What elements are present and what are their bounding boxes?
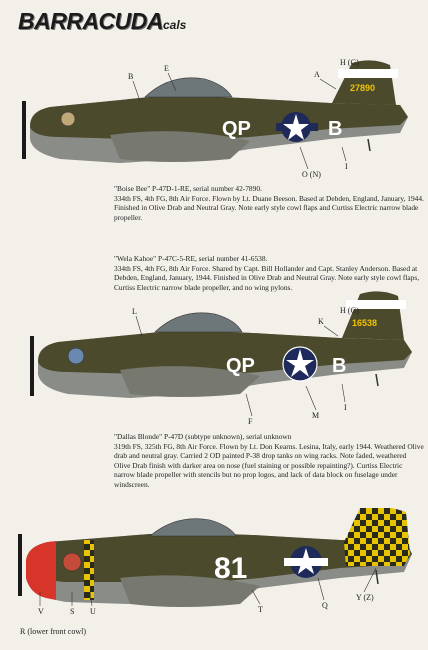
callout-t: T <box>258 605 263 614</box>
logo-main-text: BARRACUDA <box>18 8 163 34</box>
aircraft-profile-wela-kahoe <box>0 280 428 430</box>
description-dallas-blonde <box>114 432 424 490</box>
fuselage-number: 81 <box>214 552 248 585</box>
callout-e: E <box>164 64 169 73</box>
callout-s: S <box>70 607 75 616</box>
barracudacals-logo <box>18 8 186 35</box>
callout-m: M <box>312 411 320 420</box>
callout-a: A <box>314 70 320 79</box>
callout-u: U <box>90 607 96 616</box>
nose-art <box>68 348 84 364</box>
tail-serial: 16538 <box>352 318 378 328</box>
logo-sub-text: cals <box>163 18 187 32</box>
tail-serial: 27890 <box>350 83 376 93</box>
propeller <box>18 534 22 596</box>
nose-art <box>61 112 75 126</box>
aircraft-letter: B <box>328 118 343 140</box>
propeller <box>22 101 26 159</box>
tailwheel-strut <box>368 139 370 151</box>
callout-i: I <box>345 162 348 171</box>
tailwheel-strut <box>376 374 378 386</box>
callout-a-leader <box>320 79 336 89</box>
nose-art <box>63 553 81 571</box>
callout-o-leader <box>300 147 308 169</box>
aircraft-profile-dallas-blonde <box>0 508 428 650</box>
callout-k-leader <box>324 326 338 336</box>
callout-f-leader <box>246 394 252 416</box>
description-title: "Wela Kahoe" P-47C-5-RE, serial number 41-6538. <box>114 254 268 263</box>
canopy <box>155 313 242 332</box>
canopy <box>145 78 232 97</box>
aircraft-profile-boise-bee <box>0 55 428 185</box>
description-title: "Boise Bee" P-47D-1-RE, serial number 42-7890. <box>114 184 262 193</box>
tail-stripe <box>338 69 398 78</box>
aircraft-letter: B <box>332 355 347 377</box>
squadron-code: QP <box>222 118 251 140</box>
canopy <box>150 519 236 536</box>
callout-f: F <box>248 417 253 426</box>
callout-t-leader <box>252 590 260 604</box>
red-cowl <box>26 541 56 600</box>
callout-h: H (G) <box>340 306 359 315</box>
tail-fin <box>342 291 404 340</box>
callout-i-leader <box>342 384 345 402</box>
description-body: 334th FS, 4th FG, 8th Air Force. Shared by Capt. Bill Hollander and Capt. Stanley Anderson. Based at Debden, England, January, 1944. Finished in Olive Drab and Neutral Gray. Note early style cowl flaps, Curtiss Electric narrow blade propeller, and no wing pylons. <box>114 263 420 292</box>
description-body: 334th FS, 4th FG, 8th Air Force. Flown by Lt. Duane Beeson. Based at Debden, England, January, 1944. Finished in Olive Drab and Neutral Gray. Note early style cowl flaps and Curtiss Electric narrow blade propeller. <box>114 193 424 222</box>
description-wela-kahoe <box>114 254 424 292</box>
callout-h: H (G) <box>340 58 359 67</box>
callout-m-leader <box>306 386 316 410</box>
propeller <box>30 336 34 396</box>
callout-b: B <box>128 72 134 81</box>
squadron-code: QP <box>226 355 255 377</box>
callout-l: L <box>132 307 137 316</box>
callout-v: V <box>38 607 44 616</box>
callout-y: Y (Z) <box>356 593 374 602</box>
callout-b-leader <box>133 81 140 101</box>
callout-i: I <box>344 403 347 412</box>
callout-q: Q <box>322 601 328 610</box>
callout-k: K <box>318 317 324 326</box>
description-title: "Dallas Blonde" P-47D (subtype unknown), serial unknown <box>114 432 292 441</box>
description-boise-bee <box>114 184 424 222</box>
callout-l-leader <box>136 316 142 336</box>
callout-q-leader <box>318 578 324 600</box>
description-body: 319th FS, 325th FG, 8th Air Force. Flown by Lt. Don Kearns. Lesina, Italy, early 1944. Weathered Olive drab and neutral gray. Carried 2 OD painted P-38 drop tanks on wing racks. Note faded, weathered Olive Drab finish with darker area on nose (fuel staining or possible repainting?). Curtiss Electric narrow blade propeller with stencils but no prop logos, and lack of data block on fuselage under windscreen. <box>114 441 424 489</box>
cowl-checker-band <box>84 540 94 600</box>
callout-r: R (lower front cowl) <box>20 627 86 636</box>
checkered-tail <box>344 508 410 566</box>
callout-o: O (N) <box>302 170 321 179</box>
callout-i-leader <box>342 147 346 161</box>
